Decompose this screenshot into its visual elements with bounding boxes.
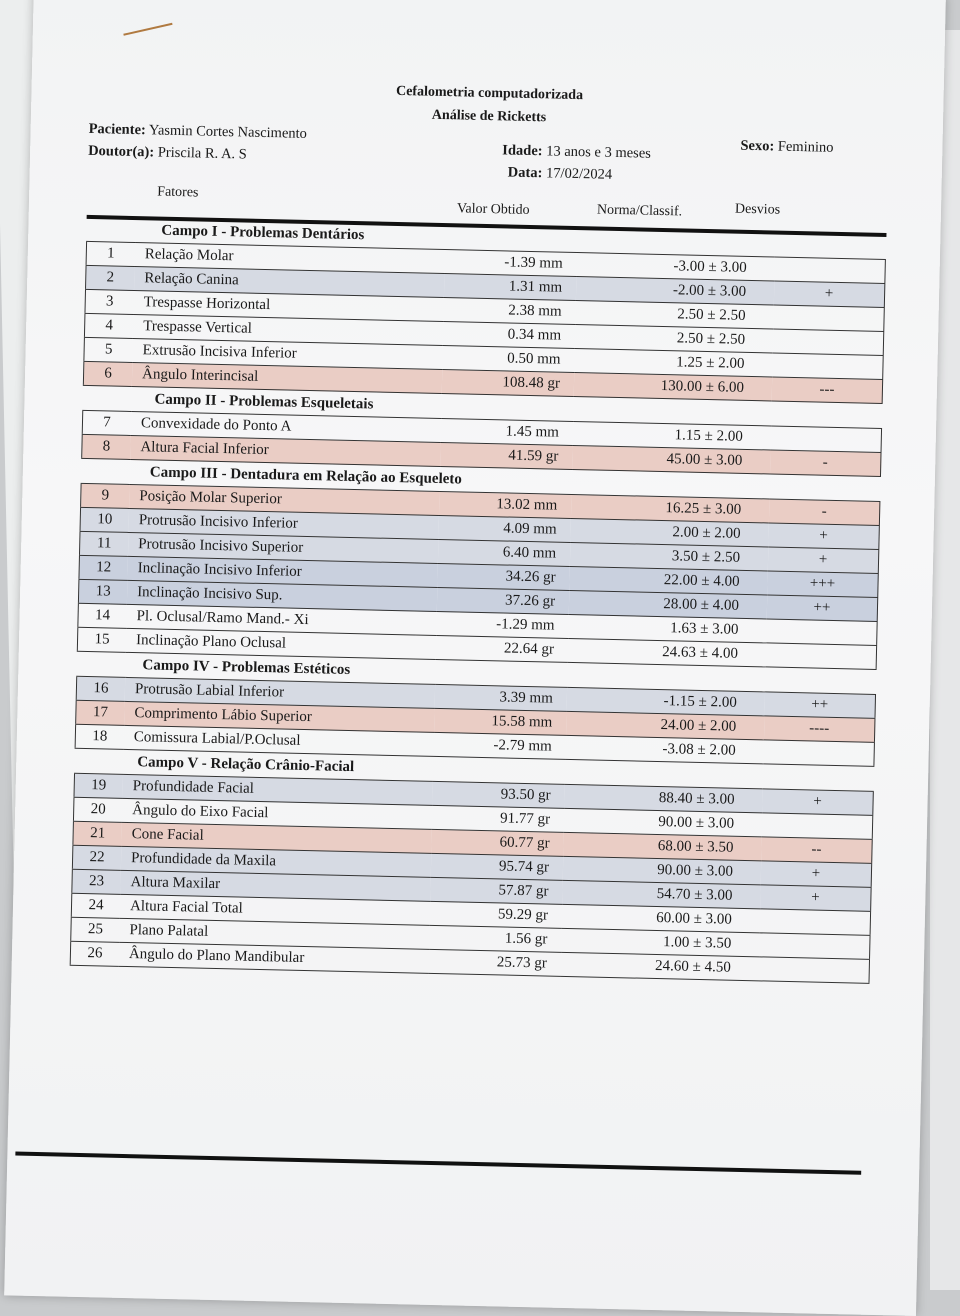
age-value: 13 anos e 3 meses — [546, 143, 652, 162]
row-number: 23 — [72, 869, 121, 894]
row-number: 24 — [71, 893, 120, 918]
norm-value: 2.00 ± 2.00 — [570, 518, 768, 546]
deviation-mark: + — [761, 861, 872, 888]
factor-name: Posição Molar Superior — [129, 484, 439, 515]
deviation-mark: + — [760, 885, 871, 912]
factor-name: Cone Facial — [121, 822, 431, 853]
factors-table — [77, 483, 881, 670]
factor-name: Inclinação Incisivo Sup. — [127, 580, 437, 611]
factor-name: Profundidade da Maxila — [121, 846, 431, 877]
row-number: 10 — [80, 507, 129, 532]
factor-name: Trespasse Horizontal — [133, 291, 443, 322]
obtained-value: 108.48 gr — [442, 370, 575, 397]
obtained-value: 59.29 gr — [430, 901, 563, 928]
obtained-value: -1.39 mm — [444, 250, 577, 277]
obtained-value: 37.26 gr — [437, 587, 570, 614]
obtained-value: 1.56 gr — [429, 925, 562, 952]
factor-name: Extrusão Incisiva Inferior — [132, 338, 442, 369]
obtained-value: 91.77 gr — [432, 805, 565, 832]
deviation-mark: ++ — [765, 692, 876, 719]
section-title: Campo III - Dentadura em Relação ao Esqueleto — [149, 464, 463, 488]
norm-value: 1.00 ± 3.50 — [561, 928, 759, 956]
column-factors: Fatores — [157, 184, 199, 201]
obtained-value: 1.45 mm — [441, 419, 574, 446]
row-number: 7 — [82, 410, 131, 435]
factor-name: Protrusão Incisivo Superior — [128, 532, 438, 563]
row-number: 5 — [84, 337, 133, 362]
column-norm: Norma/Classif. — [596, 202, 683, 220]
row-number: 2 — [86, 265, 135, 290]
row-number: 8 — [82, 434, 131, 459]
obtained-value: 2.38 mm — [443, 298, 576, 325]
row-number: 18 — [75, 724, 124, 749]
deviation-mark — [758, 957, 869, 984]
row-number: 1 — [86, 241, 135, 266]
factor-name: Altura Facial Total — [120, 894, 430, 925]
deviation-mark — [766, 619, 877, 646]
obtained-value: -2.79 mm — [434, 732, 567, 759]
row-number: 25 — [71, 917, 120, 942]
sex-value: Feminino — [777, 138, 834, 156]
sections-container — [70, 221, 887, 984]
deviation-mark — [760, 909, 871, 936]
obtained-value: 13.02 mm — [439, 491, 572, 518]
obtained-value: 60.77 gr — [431, 829, 564, 856]
norm-value: -2.00 ± 3.00 — [576, 277, 774, 305]
factor-name: Ângulo do Eixo Facial — [122, 798, 432, 829]
column-value: Valor Obtido — [456, 201, 530, 218]
factor-name: Trespasse Vertical — [133, 314, 443, 345]
deviation-mark — [773, 329, 884, 356]
obtained-value: 15.58 mm — [434, 708, 567, 735]
row-number: 26 — [70, 941, 119, 966]
report-content — [70, 73, 890, 988]
norm-value: 28.00 ± 4.00 — [569, 590, 767, 618]
factor-name: Plano Palatal — [119, 918, 429, 949]
deviation-mark: ---- — [764, 716, 875, 743]
deviation-mark — [771, 426, 882, 453]
row-number: 21 — [73, 821, 122, 846]
footer-rule — [15, 1152, 861, 1175]
row-number: 6 — [83, 361, 132, 386]
factor-name: Ângulo do Plano Mandibular — [119, 942, 429, 973]
obtained-value: 6.40 mm — [438, 539, 571, 566]
deviation-mark — [766, 643, 877, 670]
row-number: 22 — [72, 845, 121, 870]
factor-name: Comprimento Lábio Superior — [124, 701, 434, 732]
age-label: Idade: — [502, 142, 543, 160]
section-title: Campo IV - Problemas Estéticos — [142, 657, 351, 679]
deviation-mark: --- — [772, 377, 883, 404]
row-number: 9 — [81, 483, 130, 508]
obtained-value: 93.50 gr — [432, 781, 565, 808]
row-number: 15 — [77, 627, 126, 652]
date-value: 17/02/2024 — [545, 165, 613, 183]
row-number: 16 — [76, 676, 125, 701]
section-campo-1 — [83, 221, 887, 404]
obtained-value: 4.09 mm — [438, 515, 571, 542]
section-title: Campo V - Relação Crânio-Facial — [137, 754, 355, 776]
factor-name: Inclinação Incisivo Inferior — [127, 556, 437, 587]
row-number: 13 — [78, 579, 127, 604]
factor-name: Ângulo Interincisal — [132, 362, 442, 393]
norm-value: 68.00 ± 3.50 — [563, 832, 761, 860]
deviation-mark — [774, 257, 885, 284]
row-number: 20 — [73, 797, 122, 822]
obtained-value: 25.73 gr — [429, 949, 562, 976]
factor-name: Convexidade do Ponto A — [131, 411, 441, 442]
row-number: 17 — [76, 700, 125, 725]
date-label: Data: — [507, 164, 543, 182]
norm-value: 45.00 ± 3.00 — [572, 445, 770, 473]
factor-name: Profundidade Facial — [122, 774, 432, 805]
deviation-mark — [763, 740, 874, 767]
section-campo-4 — [75, 656, 877, 767]
deviation-mark: - — [769, 499, 880, 526]
norm-value: 1.25 ± 2.00 — [574, 349, 772, 377]
norm-value: 1.63 ± 3.00 — [568, 614, 766, 642]
deviation-mark — [773, 305, 884, 332]
row-number: 11 — [79, 531, 128, 556]
deviation-mark: + — [762, 789, 873, 816]
norm-value: 24.60 ± 4.50 — [561, 952, 759, 980]
factor-name: Comissura Labial/P.Oclusal — [124, 725, 434, 756]
norm-value: 90.00 ± 3.00 — [563, 856, 761, 884]
factor-name: Altura Facial Inferior — [130, 435, 440, 466]
factor-name: Inclinação Plano Oclusal — [126, 628, 436, 659]
deviation-mark: + — [768, 523, 879, 550]
pen-mark — [123, 23, 172, 36]
factor-name: Protrusão Labial Inferior — [125, 677, 435, 708]
patient-label: Paciente: — [88, 120, 146, 139]
norm-value: -3.08 ± 2.00 — [565, 735, 763, 763]
row-number: 19 — [74, 773, 123, 798]
deviation-mark: ++ — [767, 595, 878, 622]
obtained-value: 22.64 gr — [436, 635, 569, 662]
factor-name: Pl. Oclusal/Ramo Mand.- Xi — [126, 604, 436, 635]
factor-name: Relação Canina — [134, 267, 444, 298]
row-number: 12 — [79, 555, 128, 580]
obtained-value: 41.59 gr — [440, 442, 573, 469]
deviation-mark — [772, 353, 883, 380]
norm-value: -3.00 ± 3.00 — [576, 253, 774, 281]
norm-value: 24.63 ± 4.00 — [568, 638, 766, 666]
factor-name: Relação Molar — [135, 243, 445, 274]
obtained-value: 57.87 gr — [430, 877, 563, 904]
column-deviation: Desvios — [734, 201, 781, 218]
sex-label: Sexo: — [740, 137, 775, 155]
section-campo-2 — [81, 390, 882, 477]
deviation-mark: +++ — [767, 571, 878, 598]
norm-value: 3.50 ± 2.50 — [570, 542, 768, 570]
report-title: Cefalometria computadorizada — [395, 83, 584, 104]
norm-value: 2.50 ± 2.50 — [575, 301, 773, 329]
norm-value: 130.00 ± 6.00 — [574, 373, 772, 401]
doctor-name: Priscila R. A. S — [157, 144, 247, 163]
report-paper — [4, 0, 946, 1316]
section-campo-3 — [77, 463, 881, 670]
obtained-value: 34.26 gr — [437, 563, 570, 590]
norm-value: 2.50 ± 2.50 — [575, 325, 773, 353]
norm-value: 90.00 ± 3.00 — [564, 808, 762, 836]
section-campo-5 — [70, 753, 875, 984]
factors-table — [83, 241, 886, 404]
report-subtitle: Análise de Ricketts — [431, 107, 547, 126]
doctor-label: Doutor(a): — [87, 142, 155, 161]
obtained-value: 1.31 mm — [444, 274, 577, 301]
patient-name: Yasmin Cortes Nascimento — [148, 122, 308, 142]
factors-table — [75, 676, 876, 767]
norm-value: 22.00 ± 4.00 — [569, 566, 767, 594]
norm-value: 54.70 ± 3.00 — [562, 880, 760, 908]
factor-name: Protrusão Incisivo Inferior — [129, 508, 439, 539]
norm-value: -1.15 ± 2.00 — [567, 687, 765, 715]
obtained-value: 0.34 mm — [443, 322, 576, 349]
obtained-value: -1.29 mm — [436, 611, 569, 638]
obtained-value: 0.50 mm — [442, 346, 575, 373]
deviation-mark: + — [768, 547, 879, 574]
factor-name: Altura Maxilar — [120, 870, 430, 901]
section-title: Campo I - Problemas Dentários — [161, 222, 365, 244]
row-number: 4 — [84, 313, 133, 338]
norm-value: 24.00 ± 2.00 — [566, 711, 764, 739]
row-number: 3 — [85, 289, 134, 314]
section-title: Campo II - Problemas Esqueletais — [154, 391, 374, 413]
deviation-mark: + — [774, 281, 885, 308]
norm-value: 1.15 ± 2.00 — [573, 421, 771, 449]
factors-table — [70, 773, 874, 984]
deviation-mark: -- — [761, 837, 872, 864]
norm-value: 88.40 ± 3.00 — [564, 784, 762, 812]
row-number: 14 — [78, 603, 127, 628]
deviation-mark: - — [770, 450, 881, 477]
deviation-mark — [759, 933, 870, 960]
obtained-value: 95.74 gr — [431, 853, 564, 880]
deviation-mark — [762, 813, 873, 840]
norm-value: 60.00 ± 3.00 — [562, 904, 760, 932]
obtained-value: 3.39 mm — [435, 684, 568, 711]
norm-value: 16.25 ± 3.00 — [571, 494, 769, 522]
